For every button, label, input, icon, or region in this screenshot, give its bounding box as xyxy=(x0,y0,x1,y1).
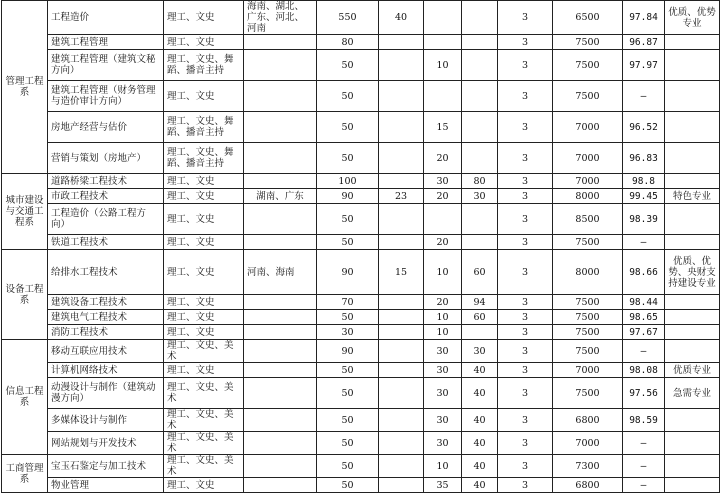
region-cell xyxy=(244,174,317,189)
note-cell xyxy=(665,325,720,340)
total-cell: 30 xyxy=(317,325,379,340)
total-cell: 90 xyxy=(317,189,379,204)
fee-cell: 8000 xyxy=(553,189,623,204)
total-cell: 90 xyxy=(317,250,379,295)
table-row xyxy=(2,325,720,340)
years-cell: 3 xyxy=(498,455,553,478)
fee-cell: 6500 xyxy=(553,1,623,35)
note-cell xyxy=(665,174,720,189)
total-cell: 50 xyxy=(317,235,379,250)
region-cell xyxy=(244,81,317,112)
years-cell: 3 xyxy=(498,35,553,50)
note-cell xyxy=(665,81,720,112)
years-cell: 3 xyxy=(498,432,553,455)
out-province-cell: 23 xyxy=(379,189,424,204)
total-cell: 50 xyxy=(317,478,379,493)
subject-cell: 理工、文史 xyxy=(164,325,244,340)
out-province-cell xyxy=(379,310,424,325)
subject-cell: 理工、文史 xyxy=(164,310,244,325)
total-cell: 50 xyxy=(317,378,379,409)
fee-cell: 7000 xyxy=(553,432,623,455)
region-cell xyxy=(244,35,317,50)
years-cell: 3 xyxy=(498,174,553,189)
years-cell: 3 xyxy=(498,235,553,250)
region-cell: 湖南、广东 xyxy=(244,189,317,204)
note-cell xyxy=(665,204,720,235)
in-province-cell xyxy=(424,35,462,50)
table-body xyxy=(2,1,720,493)
employment-rate-cell: 98.44 xyxy=(623,295,665,310)
note-cell xyxy=(665,112,720,143)
total-cell: 50 xyxy=(317,143,379,174)
out-province-cell xyxy=(379,112,424,143)
employment-rate-cell: 97.56 xyxy=(623,378,665,409)
capacity-cell: 80 xyxy=(462,174,498,189)
subject-cell: 理工、文史、美术 xyxy=(164,432,244,455)
table-row xyxy=(2,409,720,432)
subject-cell: 理工、文史 xyxy=(164,81,244,112)
subject-cell: 理工、文史 xyxy=(164,174,244,189)
note-cell xyxy=(665,310,720,325)
out-province-cell: 40 xyxy=(379,1,424,35)
major-cell: 道路桥梁工程技术 xyxy=(48,174,164,189)
total-cell: 70 xyxy=(317,295,379,310)
out-province-cell xyxy=(379,235,424,250)
table-row xyxy=(2,340,720,363)
region-cell: 海南、湖北、广东、河北、河南 xyxy=(244,1,317,35)
years-cell: 3 xyxy=(498,310,553,325)
out-province-cell xyxy=(379,143,424,174)
total-cell: 50 xyxy=(317,112,379,143)
major-cell: 建筑工程管理 xyxy=(48,35,164,50)
in-province-cell xyxy=(424,81,462,112)
major-cell: 铁道工程技术 xyxy=(48,235,164,250)
capacity-cell: 60 xyxy=(462,250,498,295)
table-row xyxy=(2,189,720,204)
major-cell: 消防工程技术 xyxy=(48,325,164,340)
table-row xyxy=(2,295,720,310)
employment-rate-cell: 97.97 xyxy=(623,50,665,81)
region-cell xyxy=(244,478,317,493)
in-province-cell: 10 xyxy=(424,310,462,325)
in-province-cell: 15 xyxy=(424,112,462,143)
table-row xyxy=(2,250,720,295)
fee-cell: 7500 xyxy=(553,235,623,250)
note-cell xyxy=(665,50,720,81)
out-province-cell xyxy=(379,50,424,81)
note-cell xyxy=(665,455,720,478)
dept-cell: 管理工程系 xyxy=(2,1,48,174)
subject-cell: 理工、文史 xyxy=(164,295,244,310)
capacity-cell: 30 xyxy=(462,189,498,204)
capacity-cell: 40 xyxy=(462,478,498,493)
employment-rate-cell: — xyxy=(623,455,665,478)
note-cell xyxy=(665,432,720,455)
fee-cell: 7000 xyxy=(553,363,623,378)
note-cell xyxy=(665,409,720,432)
table-row xyxy=(2,143,720,174)
employment-rate-cell: 99.45 xyxy=(623,189,665,204)
employment-rate-cell: 98.39 xyxy=(623,204,665,235)
table-row xyxy=(2,35,720,50)
subject-cell: 理工、文史、美术 xyxy=(164,409,244,432)
region-cell xyxy=(244,310,317,325)
table-row xyxy=(2,310,720,325)
out-province-cell xyxy=(379,363,424,378)
note-cell xyxy=(665,340,720,363)
fee-cell: 7000 xyxy=(553,143,623,174)
region-cell xyxy=(244,325,317,340)
fee-cell: 7500 xyxy=(553,325,623,340)
in-province-cell xyxy=(424,1,462,35)
out-province-cell xyxy=(379,340,424,363)
subject-cell: 理工、文史 xyxy=(164,363,244,378)
years-cell: 3 xyxy=(498,378,553,409)
major-cell: 移动互联应用技术 xyxy=(48,340,164,363)
capacity-cell xyxy=(462,1,498,35)
total-cell: 90 xyxy=(317,340,379,363)
major-cell: 给排水工程技术 xyxy=(48,250,164,295)
employment-rate-cell: 98.66 xyxy=(623,250,665,295)
total-cell: 50 xyxy=(317,50,379,81)
note-cell: 特色专业 xyxy=(665,189,720,204)
region-cell xyxy=(244,50,317,81)
table-row xyxy=(2,378,720,409)
capacity-cell: 94 xyxy=(462,295,498,310)
table-row xyxy=(2,455,720,478)
fee-cell: 7500 xyxy=(553,81,623,112)
region-cell xyxy=(244,378,317,409)
major-cell: 动漫设计与制作（建筑动漫方向） xyxy=(48,378,164,409)
region-cell: 河南、海南 xyxy=(244,250,317,295)
employment-rate-cell: — xyxy=(623,432,665,455)
capacity-cell: 40 xyxy=(462,432,498,455)
employment-rate-cell: — xyxy=(623,81,665,112)
note-cell: 优质、优势专业 xyxy=(665,1,720,35)
capacity-cell: 40 xyxy=(462,409,498,432)
years-cell: 3 xyxy=(498,478,553,493)
table-row xyxy=(2,363,720,378)
fee-cell: 8000 xyxy=(553,250,623,295)
region-cell xyxy=(244,340,317,363)
major-cell: 网站规划与开发技术 xyxy=(48,432,164,455)
subject-cell: 理工、文史、美术 xyxy=(164,340,244,363)
total-cell: 50 xyxy=(317,455,379,478)
major-cell: 建筑电气工程技术 xyxy=(48,310,164,325)
subject-cell: 理工、文史、美术 xyxy=(164,378,244,409)
subject-cell: 理工、文史 xyxy=(164,189,244,204)
in-province-cell: 20 xyxy=(424,143,462,174)
in-province-cell: 30 xyxy=(424,174,462,189)
subject-cell: 理工、文史 xyxy=(164,235,244,250)
table-row xyxy=(2,112,720,143)
in-province-cell xyxy=(424,204,462,235)
total-cell: 50 xyxy=(317,81,379,112)
note-cell: 优质专业 xyxy=(665,363,720,378)
region-cell xyxy=(244,363,317,378)
employment-rate-cell: 98.59 xyxy=(623,409,665,432)
region-cell xyxy=(244,409,317,432)
note-cell xyxy=(665,35,720,50)
out-province-cell xyxy=(379,204,424,235)
years-cell: 3 xyxy=(498,363,553,378)
note-cell: 优质、优势、央财支持建设专业 xyxy=(665,250,720,295)
region-cell xyxy=(244,204,317,235)
subject-cell: 理工、文史、舞蹈、播音主持 xyxy=(164,112,244,143)
employment-rate-cell: 98.8 xyxy=(623,174,665,189)
employment-rate-cell: — xyxy=(623,478,665,493)
out-province-cell xyxy=(379,295,424,310)
employment-rate-cell: — xyxy=(623,340,665,363)
in-province-cell: 30 xyxy=(424,378,462,409)
out-province-cell xyxy=(379,174,424,189)
years-cell: 3 xyxy=(498,112,553,143)
capacity-cell xyxy=(462,50,498,81)
years-cell: 3 xyxy=(498,325,553,340)
dept-cell: 城市建设与交通工程系 xyxy=(2,174,48,250)
subject-cell: 理工、文史 xyxy=(164,204,244,235)
subject-cell: 理工、文史、舞蹈、播音主持 xyxy=(164,50,244,81)
out-province-cell xyxy=(379,409,424,432)
table-row xyxy=(2,174,720,189)
subject-cell: 理工、文史、美术 xyxy=(164,455,244,478)
capacity-cell: 30 xyxy=(462,340,498,363)
table-row xyxy=(2,1,720,35)
total-cell: 50 xyxy=(317,204,379,235)
total-cell: 50 xyxy=(317,363,379,378)
dept-cell: 信息工程系 xyxy=(2,340,48,455)
dept-cell: 设备工程系 xyxy=(2,250,48,340)
employment-rate-cell: 96.87 xyxy=(623,35,665,50)
major-cell: 建筑工程管理（建筑文秘方向） xyxy=(48,50,164,81)
in-province-cell: 30 xyxy=(424,409,462,432)
subject-cell: 理工、文史、舞蹈、播音主持 xyxy=(164,143,244,174)
fee-cell: 6800 xyxy=(553,478,623,493)
major-cell: 建筑工程管理（财务管理与造价审计方向） xyxy=(48,81,164,112)
region-cell xyxy=(244,455,317,478)
total-cell: 100 xyxy=(317,174,379,189)
subject-cell: 理工、文史 xyxy=(164,35,244,50)
employment-rate-cell: 98.08 xyxy=(623,363,665,378)
out-province-cell xyxy=(379,81,424,112)
employment-rate-cell: 97.67 xyxy=(623,325,665,340)
capacity-cell xyxy=(462,35,498,50)
out-province-cell xyxy=(379,478,424,493)
out-province-cell: 15 xyxy=(379,250,424,295)
fee-cell: 7000 xyxy=(553,174,623,189)
subject-cell: 理工、文史 xyxy=(164,250,244,295)
total-cell: 50 xyxy=(317,409,379,432)
fee-cell: 8500 xyxy=(553,204,623,235)
years-cell: 3 xyxy=(498,250,553,295)
dept-cell: 工商管理系 xyxy=(2,455,48,493)
major-cell: 营销与策划（房地产） xyxy=(48,143,164,174)
fee-cell: 6800 xyxy=(553,409,623,432)
table-row xyxy=(2,81,720,112)
years-cell: 3 xyxy=(498,204,553,235)
out-province-cell xyxy=(379,432,424,455)
in-province-cell: 20 xyxy=(424,295,462,310)
note-cell xyxy=(665,235,720,250)
table-row xyxy=(2,204,720,235)
in-province-cell: 20 xyxy=(424,189,462,204)
major-cell: 房地产经营与估价 xyxy=(48,112,164,143)
major-cell: 宝玉石鉴定与加工技术 xyxy=(48,455,164,478)
region-cell xyxy=(244,235,317,250)
employment-rate-cell: 98.65 xyxy=(623,310,665,325)
capacity-cell xyxy=(462,81,498,112)
out-province-cell xyxy=(379,325,424,340)
region-cell xyxy=(244,143,317,174)
major-cell: 多媒体设计与制作 xyxy=(48,409,164,432)
fee-cell: 7000 xyxy=(553,112,623,143)
note-cell: 急需专业 xyxy=(665,378,720,409)
years-cell: 3 xyxy=(498,81,553,112)
major-cell: 市政工程技术 xyxy=(48,189,164,204)
fee-cell: 7500 xyxy=(553,340,623,363)
in-province-cell: 10 xyxy=(424,455,462,478)
years-cell: 3 xyxy=(498,295,553,310)
years-cell: 3 xyxy=(498,1,553,35)
major-cell: 建筑设备工程技术 xyxy=(48,295,164,310)
fee-cell: 7500 xyxy=(553,295,623,310)
out-province-cell xyxy=(379,35,424,50)
major-cell: 计算机网络技术 xyxy=(48,363,164,378)
table-row xyxy=(2,432,720,455)
fee-cell: 7500 xyxy=(553,310,623,325)
capacity-cell xyxy=(462,143,498,174)
table-row xyxy=(2,235,720,250)
total-cell: 50 xyxy=(317,310,379,325)
employment-rate-cell: 96.83 xyxy=(623,143,665,174)
major-cell: 工程造价 xyxy=(48,1,164,35)
region-cell xyxy=(244,295,317,310)
out-province-cell xyxy=(379,455,424,478)
note-cell xyxy=(665,478,720,493)
major-cell: 工程造价（公路工程方向） xyxy=(48,204,164,235)
table-row xyxy=(2,50,720,81)
out-province-cell xyxy=(379,378,424,409)
region-cell xyxy=(244,112,317,143)
total-cell: 80 xyxy=(317,35,379,50)
capacity-cell xyxy=(462,112,498,143)
years-cell: 3 xyxy=(498,143,553,174)
total-cell: 550 xyxy=(317,1,379,35)
total-cell: 50 xyxy=(317,432,379,455)
subject-cell: 理工、文史 xyxy=(164,1,244,35)
note-cell xyxy=(665,295,720,310)
subject-cell: 理工、文史 xyxy=(164,478,244,493)
fee-cell: 7500 xyxy=(553,50,623,81)
capacity-cell xyxy=(462,204,498,235)
capacity-cell: 40 xyxy=(462,363,498,378)
in-province-cell: 35 xyxy=(424,478,462,493)
in-province-cell: 10 xyxy=(424,250,462,295)
employment-rate-cell: — xyxy=(623,235,665,250)
years-cell: 3 xyxy=(498,340,553,363)
in-province-cell: 30 xyxy=(424,432,462,455)
in-province-cell: 30 xyxy=(424,340,462,363)
in-province-cell: 10 xyxy=(424,325,462,340)
capacity-cell: 40 xyxy=(462,378,498,409)
in-province-cell: 20 xyxy=(424,235,462,250)
in-province-cell: 30 xyxy=(424,363,462,378)
capacity-cell: 40 xyxy=(462,455,498,478)
table-row xyxy=(2,478,720,493)
fee-cell: 7300 xyxy=(553,455,623,478)
capacity-cell: 60 xyxy=(462,310,498,325)
major-cell: 物业管理 xyxy=(48,478,164,493)
capacity-cell xyxy=(462,325,498,340)
admissions-table xyxy=(1,0,720,493)
years-cell: 3 xyxy=(498,189,553,204)
region-cell xyxy=(244,432,317,455)
capacity-cell xyxy=(462,235,498,250)
years-cell: 3 xyxy=(498,409,553,432)
employment-rate-cell: 96.52 xyxy=(623,112,665,143)
employment-rate-cell: 97.84 xyxy=(623,1,665,35)
note-cell xyxy=(665,143,720,174)
fee-cell: 7500 xyxy=(553,35,623,50)
fee-cell: 7500 xyxy=(553,378,623,409)
in-province-cell: 10 xyxy=(424,50,462,81)
years-cell: 3 xyxy=(498,50,553,81)
